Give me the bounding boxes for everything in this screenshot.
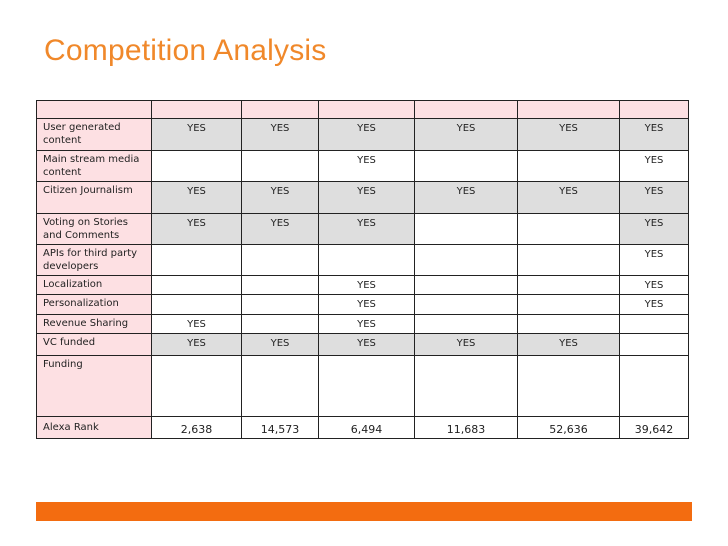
header-row	[37, 101, 689, 119]
table-cell: YES	[152, 119, 242, 151]
table-cell	[242, 315, 319, 334]
table-cell	[152, 295, 242, 315]
row-label: Main stream media content	[37, 151, 152, 182]
table-cell	[518, 151, 620, 182]
table-cell	[620, 315, 689, 334]
table-cell: 11,683	[415, 417, 518, 439]
table-cell	[620, 334, 689, 356]
table-cell: YES	[319, 276, 415, 295]
header-corner-cell	[37, 101, 152, 119]
table-cell: YES	[319, 119, 415, 151]
table-cell: YES	[242, 334, 319, 356]
row-label: Funding	[37, 356, 152, 417]
row-label: Personalization	[37, 295, 152, 315]
table-cell: YES	[415, 182, 518, 214]
competition-table	[36, 100, 689, 439]
table-cell	[415, 295, 518, 315]
table-cell	[242, 356, 319, 417]
table-cell: YES	[620, 295, 689, 315]
table-cell	[518, 315, 620, 334]
table-cell	[518, 214, 620, 245]
table-cell: YES	[415, 119, 518, 151]
table-row	[37, 151, 689, 182]
table-cell: YES	[518, 119, 620, 151]
table-cell	[242, 245, 319, 276]
row-label: VC funded	[37, 334, 152, 356]
column-header	[415, 101, 518, 119]
table-cell	[152, 151, 242, 182]
table-cell: YES	[620, 214, 689, 245]
table-cell: YES	[620, 245, 689, 276]
column-header	[518, 101, 620, 119]
table-cell	[152, 276, 242, 295]
table-cell: YES	[152, 334, 242, 356]
table-cell	[415, 151, 518, 182]
table-cell: YES	[319, 334, 415, 356]
table-cell: YES	[152, 182, 242, 214]
table-cell	[620, 356, 689, 417]
table-cell: 39,642	[620, 417, 689, 439]
table-cell	[518, 295, 620, 315]
table-cell	[518, 356, 620, 417]
table-cell: YES	[518, 334, 620, 356]
table-cell	[415, 315, 518, 334]
table-cell: YES	[415, 334, 518, 356]
column-header	[152, 101, 242, 119]
row-label: Alexa Rank	[37, 417, 152, 439]
table-cell	[319, 356, 415, 417]
table-cell: YES	[620, 119, 689, 151]
column-header	[242, 101, 319, 119]
table-cell	[242, 295, 319, 315]
table-row	[37, 356, 689, 417]
table-row	[37, 214, 689, 245]
table-cell: YES	[152, 214, 242, 245]
table-cell: YES	[620, 151, 689, 182]
column-header	[620, 101, 689, 119]
table-cell	[152, 356, 242, 417]
row-label: Voting on Stories and Comments	[37, 214, 152, 245]
table-cell: 14,573	[242, 417, 319, 439]
row-label: Citizen Journalism	[37, 182, 152, 214]
table-cell	[518, 245, 620, 276]
table-cell: YES	[319, 315, 415, 334]
table-cell: YES	[319, 295, 415, 315]
table-row	[37, 315, 689, 334]
page-title: Competition Analysis	[44, 34, 327, 67]
column-header	[319, 101, 415, 119]
table-row	[37, 334, 689, 356]
table-cell	[319, 245, 415, 276]
table-cell	[415, 245, 518, 276]
table-cell: YES	[620, 182, 689, 214]
table-cell: YES	[319, 151, 415, 182]
table-cell: YES	[319, 182, 415, 214]
table-cell: 52,636	[518, 417, 620, 439]
table-row	[37, 182, 689, 214]
table-cell	[242, 276, 319, 295]
table-row	[37, 417, 689, 439]
table-cell: YES	[518, 182, 620, 214]
table-cell	[415, 276, 518, 295]
table-cell: 6,494	[319, 417, 415, 439]
table-cell: 2,638	[152, 417, 242, 439]
table-cell: YES	[242, 119, 319, 151]
table-cell: YES	[152, 315, 242, 334]
table-cell: YES	[620, 276, 689, 295]
table-cell: YES	[242, 214, 319, 245]
row-label: Localization	[37, 276, 152, 295]
table-cell: YES	[242, 182, 319, 214]
table-cell: YES	[319, 214, 415, 245]
table-cell	[518, 276, 620, 295]
table-row	[37, 276, 689, 295]
row-label: APIs for third party developers	[37, 245, 152, 276]
row-label: User generated content	[37, 119, 152, 151]
table-cell	[415, 214, 518, 245]
table-row	[37, 245, 689, 276]
row-label: Revenue Sharing	[37, 315, 152, 334]
table-row	[37, 295, 689, 315]
table-cell	[415, 356, 518, 417]
table-cell	[242, 151, 319, 182]
bottom-accent-bar	[36, 502, 692, 521]
table-cell	[152, 245, 242, 276]
table-row	[37, 119, 689, 151]
